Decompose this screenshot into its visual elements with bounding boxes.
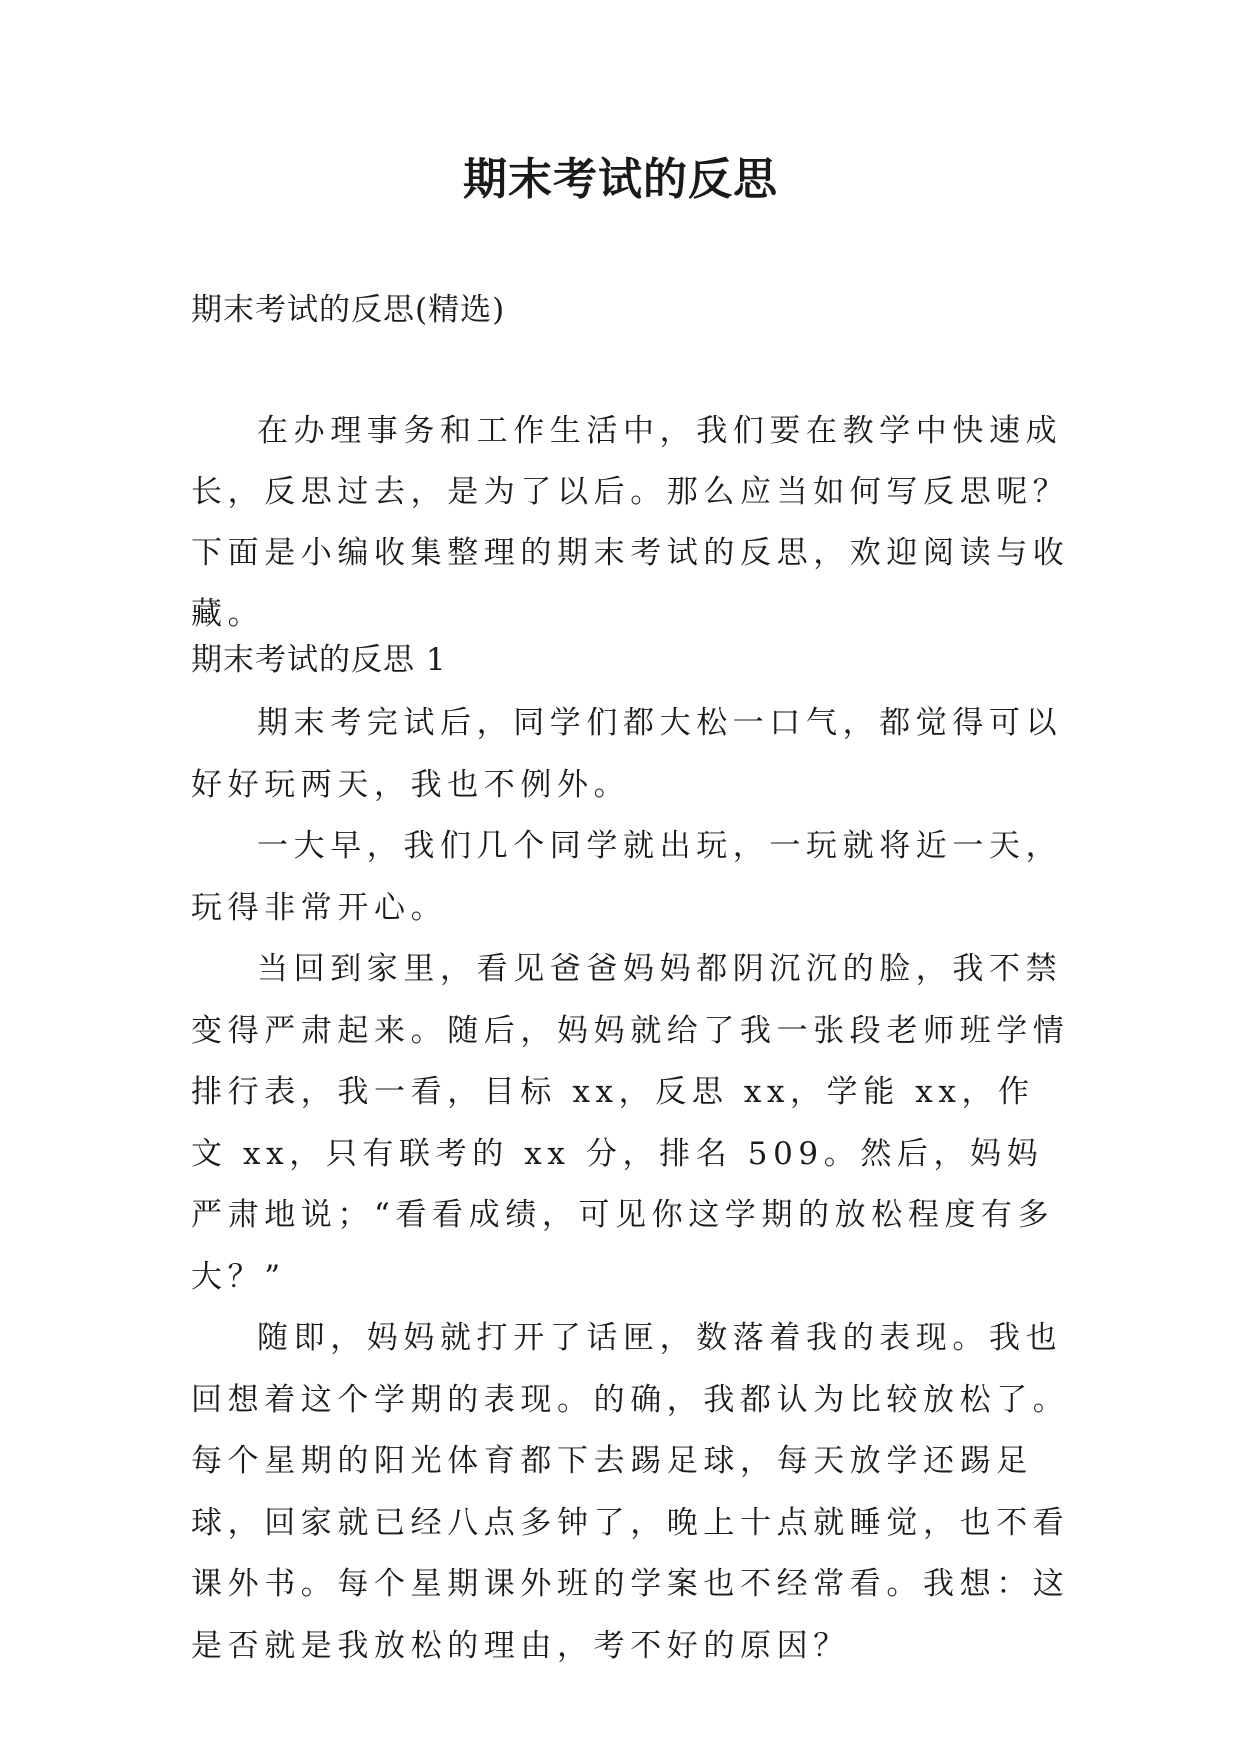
body-paragraph-1: 期末考完试后，同学们都大松一口气，都觉得可以好好玩两天，我也不例外。: [191, 705, 1063, 803]
body-text: [191, 693, 1071, 1677]
body-paragraph-2: 一大早，我们几个同学就出玩，一玩就将近一天，玩得非常开心。: [191, 828, 1063, 926]
body-paragraph-3: 当回到家里，看见爸爸妈妈都阴沉沉的脸，我不禁变得严肃起来。随后，妈妈就给了我一张段老师班学情排行表，我一看，目标 xx，反思 xx，学能 xx，作文 xx，只有联考的 xx 分，排名 509。然后，妈妈严肃地说；“看看成绩，可见你这学期的放松程度有多大？”: [191, 951, 1070, 1295]
section-heading: 期末考试的反思 1: [191, 642, 447, 678]
document-subtitle: 期末考试的反思(精选): [191, 292, 506, 328]
document-title: 期末考试的反思: [463, 154, 778, 205]
body-paragraph-4: 随即，妈妈就打开了话匣，数落着我的表现。我也回想着这个学期的表现。的确，我都认为比较放松了。每个星期的阳光体育都下去踢足球，每天放学还踢足球，回家就已经八点多钟了，晚上十点就睡觉，也不看课外书。每个星期课外班的学案也不经常看。我想：这是否就是我放松的理由，考不好的原因？: [191, 1320, 1070, 1664]
intro-paragraph: 在办理事务和工作生活中，我们要在教学中快速成长，反思过去，是为了以后。那么应当如何写反思呢？下面是小编收集整理的期末考试的反思，欢迎阅读与收藏。: [191, 413, 1070, 632]
